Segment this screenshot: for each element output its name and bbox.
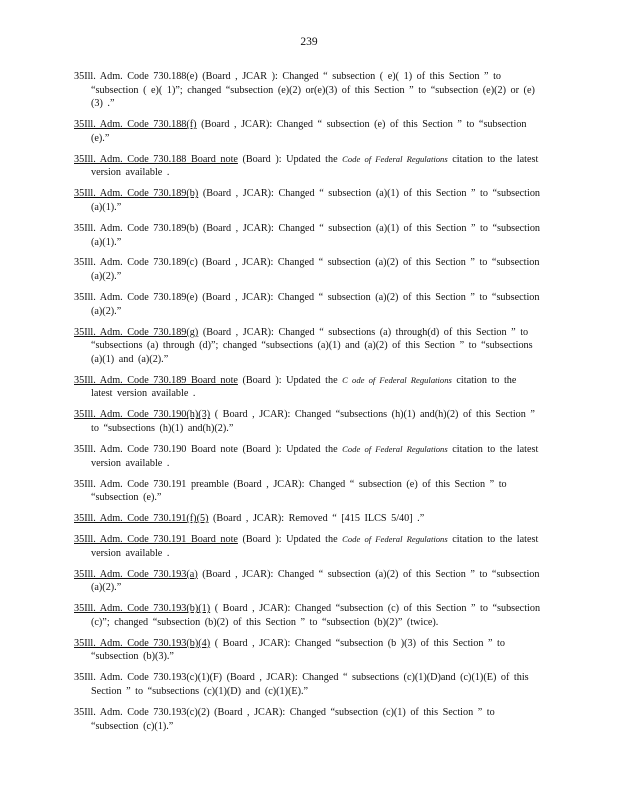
amendment-entry — [74, 706, 542, 733]
amendment-entry — [74, 443, 542, 470]
amendment-entry — [74, 408, 542, 435]
amendment-entry — [74, 326, 542, 367]
entry-text: (Board , JCAR): Changed “ subsections (a) through(d) of this Section ” to “subsections (a) through (d)”; changed “subsections (a)(1) and (a)(2) of this Section ” to “subsections (a)(1) and (a)(2).” — [91, 326, 533, 365]
code-reference: 35Ill. Adm. Code 730.190(h)(3) — [74, 409, 211, 421]
amendment-entry — [74, 512, 542, 526]
entry-text: (Board ): Updated the — [237, 153, 343, 165]
page-number: 239 — [300, 36, 318, 48]
entry-text: (Board , JCAR): Changed “ subsection (a)(1) of this Section ” to “subsection (a)(1).” — [91, 188, 541, 213]
entry-text-after: citation to the latest version available . — [91, 153, 539, 179]
code-reference: 35Ill. Adm. Code 730.193(c)(2) — [74, 707, 210, 718]
entry-text: (Board ): Updated the — [237, 534, 343, 546]
entry-text: (Board ): Updated the — [237, 374, 343, 386]
entry-text: ( Board , JCAR): Changed “subsection (b )(3) of this Section ” to “subsection (b)(3).” — [91, 637, 505, 663]
code-reference: 35Ill. Adm. Code 730.191 Board note — [74, 534, 238, 546]
amendment-entry — [74, 568, 542, 595]
entry-text: (Board , JCAR): Changed “subsection (c)(1) of this Section ” to “subsection (c)(1).” — [91, 707, 495, 732]
entry-text: (Board , JCAR): Changed “ subsection (a)(2) of this Section ” to “subsection (a)(2).” — [91, 292, 540, 317]
entry-text-after: citation to the latest version available . — [91, 443, 539, 469]
code-reference: 35Ill. Adm. Code 730.189(b) — [74, 188, 199, 200]
code-reference: 35Ill. Adm. Code 730.193(b)(1) — [74, 603, 211, 615]
cfr-title: C ode of Federal Regulations — [342, 374, 452, 385]
code-reference: 35Ill. Adm. Code 730.188(f) — [74, 119, 197, 131]
cfr-title: Code of Federal Regulations — [342, 534, 448, 545]
entry-text: (Board ): Updated the — [237, 443, 343, 455]
entry-text: (Board , JCAR): Changed “ subsection (e) of this Section ” to “subsection (e).” — [91, 119, 527, 144]
code-reference: 35Ill. Adm. Code 730.190 Board note — [74, 443, 238, 455]
entry-text: (Board , JCAR): Changed “ subsections (c)(1)(D)and (c)(1)(E) of this Section ” to “subsections (c)(1)(D) and (c)(1)(E).” — [91, 672, 529, 698]
code-reference: 35Ill. Adm. Code 730.191(f)(5) — [74, 513, 209, 525]
entry-text: ( Board , JCAR): Changed “subsections (h)(1) and(h)(2) of this Section ” to “subsections (h)(1) and(h)(2).” — [91, 409, 535, 434]
entry-text: (Board , JCAR): Changed “ subsection (e) of this Section ” to “subsection (e).” — [91, 478, 507, 504]
amendment-entry — [74, 374, 542, 401]
code-reference: 35Ill. Adm. Code 730.193(c)(1)(F) — [74, 672, 223, 684]
amendment-entry — [74, 222, 542, 249]
code-reference: 35Ill. Adm. Code 730.189(c) — [74, 257, 198, 269]
amendment-entry — [74, 187, 542, 214]
entry-text: (Board , JCAR): Changed “ subsection (a)(2) of this Section ” to “subsection (a)(2).” — [91, 568, 540, 594]
code-reference: 35Ill. Adm. Code 730.189(g) — [74, 326, 199, 338]
amendment-entry — [74, 153, 542, 180]
amendment-entry — [74, 478, 542, 505]
code-reference: 35Ill. Adm. Code 730.193(b)(4) — [74, 637, 211, 649]
entry-text: (Board , JCAR ): Changed “ subsection ( e)( 1) of this Section ” to “subsection ( e)( 1)”; changed “subsection (e)(2) or(e)(3) of this Section ” to “subsection (e)(2) or (e)(3) .” — [91, 71, 535, 110]
code-reference: 35Ill. Adm. Code 730.189(e) — [74, 292, 198, 304]
entry-text: (Board , JCAR): Changed “ subsection (a)(2) of this Section ” to “subsection (a)(2).” — [91, 257, 540, 283]
amendment-list — [74, 70, 542, 741]
amendment-entry — [74, 671, 542, 698]
entry-text: (Board , JCAR): Removed “ [415 ILCS 5/40] .” — [208, 513, 425, 525]
code-reference: 35Ill. Adm. Code 730.188 Board note — [74, 153, 238, 165]
code-reference: 35Ill. Adm. Code 730.189(b) — [74, 222, 199, 234]
code-reference: 35Ill. Adm. Code 730.189 Board note — [74, 374, 238, 386]
amendment-entry — [74, 256, 542, 283]
amendment-entry — [74, 533, 542, 560]
amendment-entry — [74, 602, 542, 629]
entry-text: ( Board , JCAR): Changed “subsection (c) of this Section ” to “subsection (c)”; changed “subsection (b)(2) of this Section ” to “subsection (b)(2)” (twice). — [91, 603, 541, 628]
amendment-entry — [74, 118, 542, 145]
cfr-title: Code of Federal Regulations — [342, 443, 448, 454]
amendment-entry — [74, 291, 542, 318]
cfr-title: Code of Federal Regulations — [342, 153, 448, 164]
entry-text-after: citation to the latest version available . — [91, 374, 517, 400]
amendment-entry — [74, 637, 542, 664]
entry-text-after: citation to the latest version available . — [91, 534, 539, 559]
code-reference: 35Ill. Adm. Code 730.191 preamble — [74, 478, 229, 490]
entry-text: (Board , JCAR): Changed “ subsection (a)(1) of this Section ” to “subsection (a)(1).” — [91, 222, 541, 248]
amendment-entry — [74, 70, 542, 111]
code-reference: 35Ill. Adm. Code 730.193(a) — [74, 568, 198, 580]
code-reference: 35Ill. Adm. Code 730.188(e) — [74, 71, 198, 82]
